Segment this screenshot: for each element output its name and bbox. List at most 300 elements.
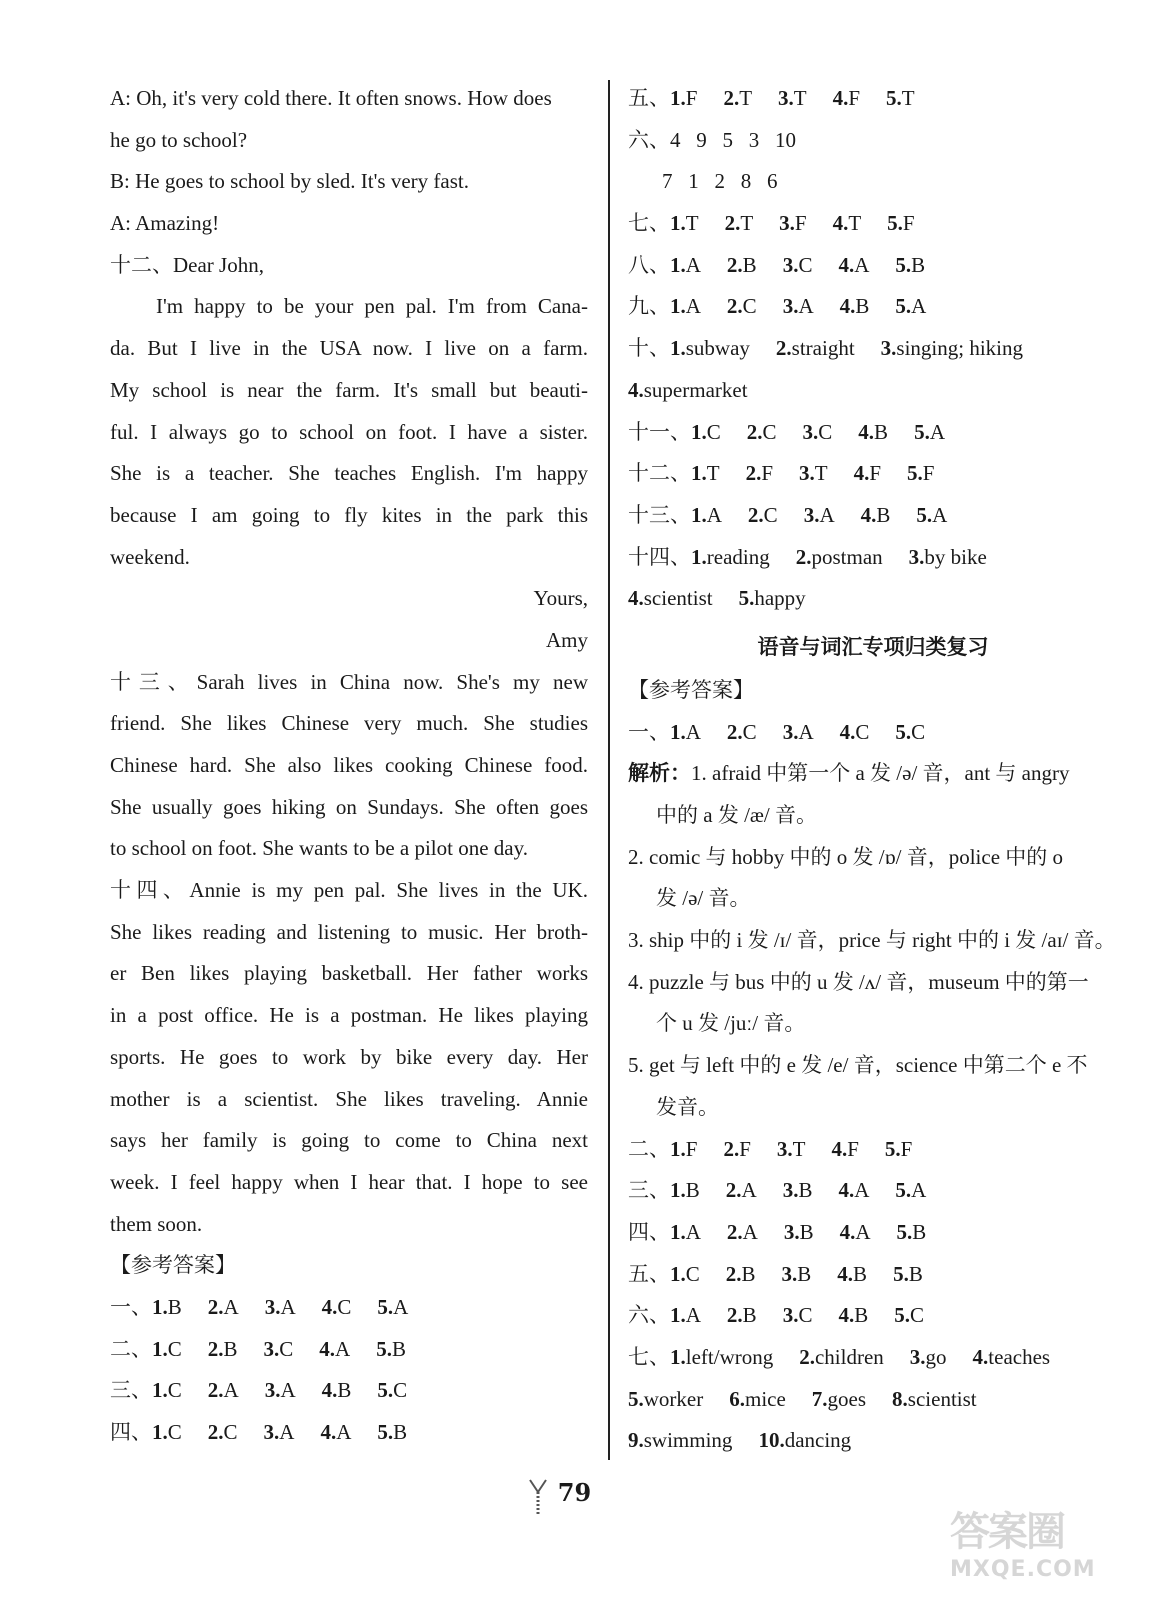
answer-item [670, 1337, 773, 1379]
answer-item-number: 2. [723, 1136, 740, 1161]
answer-item [322, 1370, 352, 1412]
answer-item-value: B [855, 294, 870, 319]
answer-item [892, 1379, 977, 1421]
answer-item-value: B [223, 1336, 238, 1361]
answer-item-value: B [874, 419, 889, 444]
paragraph-line: Chinese hard. She also likes cooking Chinese food. [110, 753, 588, 777]
answer-item-value: A [854, 1178, 870, 1203]
answer-item-number: 5. [914, 419, 930, 444]
answer-item [840, 712, 870, 754]
answer-item-number: 3. [779, 211, 795, 236]
answer-item [727, 286, 757, 328]
answer-item-number: 4. [860, 502, 877, 527]
answer-item-value: F [900, 1136, 913, 1161]
answer-item-number: 5. [628, 1386, 644, 1411]
paragraph-line: She likes reading and listening to music. Her broth- [110, 919, 588, 944]
answer-item-number: 1. [670, 1344, 686, 1369]
answer-item-number: 2. [207, 1420, 224, 1444]
answer-item-value: supermarket [643, 377, 748, 402]
analysis-text: 4. puzzle 与 bus 中的 u 发 /ʌ/ 音，museum 中的第一 [628, 969, 1089, 994]
answer-item-number: 2. [725, 1261, 742, 1286]
answer-item [265, 1287, 296, 1329]
answer-item-number: 3. [776, 1136, 793, 1161]
answer-item [784, 1212, 814, 1254]
answer-item [691, 495, 722, 537]
answer-row [628, 1295, 1118, 1337]
answer-row [628, 78, 1118, 120]
answer-item-value: dancing [784, 1428, 852, 1453]
answer-item [897, 1212, 927, 1254]
answer-item-value: mice [744, 1386, 786, 1411]
paragraph-line: 十四、Annie is my pen pal. She lives in the UK. [110, 878, 588, 903]
answer-item [796, 537, 883, 579]
analysis-text: 个 u 发 /juː/ 音。 [656, 1011, 806, 1036]
answer-item-number: 3. [264, 1294, 281, 1319]
answer-item-number: 1. [691, 502, 707, 527]
watermark-logo [950, 1500, 1120, 1590]
answer-item-value: B [337, 1378, 352, 1403]
answer-item-value: C [909, 1303, 924, 1328]
answer-item-value: C [855, 719, 870, 744]
answer-item-number: 1. [670, 86, 686, 110]
answer-item-value: C [337, 1294, 352, 1319]
answer-item-value: scientist [643, 586, 713, 611]
left-column [110, 78, 588, 1454]
answer-item [914, 412, 945, 454]
answer-item-number: 2. [725, 1178, 742, 1203]
answer-item-number: 4. [832, 86, 849, 110]
answer-item [670, 78, 697, 120]
answer-item-number: 4. [838, 1303, 855, 1328]
reference-answer-label-right: 【参考答案】 [628, 677, 754, 702]
answer-item-value: A [819, 502, 835, 527]
answer-section-number: 二、 [628, 1136, 670, 1161]
paragraph-line: to school on foot. She wants to be a pilot one day. [110, 836, 528, 861]
answer-item-number: 2. [726, 1219, 743, 1244]
answer-item-value: A [855, 1219, 871, 1244]
paragraph-line: She usually goes hiking on Sundays. She often goes [110, 794, 588, 819]
answer-item-value: swimming [643, 1428, 733, 1453]
answer-item-number: 3. [782, 294, 799, 319]
left-answer-list [110, 1287, 588, 1454]
answer-item [838, 1295, 868, 1337]
answer-item [670, 245, 701, 287]
answer-item [670, 286, 701, 328]
answer-item-number: 5. [886, 86, 902, 110]
answer-item-value: A [742, 1219, 758, 1244]
answer-item-number: 2. [745, 461, 762, 486]
answer-item-number: 2. [775, 336, 792, 361]
answer-item-value: A [685, 252, 701, 277]
answer-item [833, 203, 862, 245]
answer-item-number: 5. [738, 586, 755, 611]
answer-item-number: 4. [321, 1294, 338, 1319]
answer-item-value: C [167, 1336, 182, 1361]
answer-item [916, 495, 947, 537]
analysis-text: 3. ship 中的 i 发 /ɪ/ 音，price 与 right 中的 i 发 /aɪ/ 音。 [628, 928, 1116, 953]
answer-item-value: C [223, 1420, 238, 1444]
answer-item-number: 5. [377, 1378, 394, 1403]
paragraph-line: in a post office. He is a postman. He likes playing [110, 1003, 588, 1028]
answer-item [861, 495, 891, 537]
answer-item [628, 578, 713, 620]
answer-item [377, 1287, 408, 1329]
answer-item [909, 537, 987, 579]
answer-item-number: 5. [895, 252, 912, 277]
answer-item-value: A [706, 502, 722, 527]
answer-item-number: 5. [377, 1294, 394, 1319]
answer-item-number: 1. [670, 211, 686, 236]
answer-item [783, 712, 814, 754]
answer-item-value: C [706, 419, 721, 444]
paragraph-line: them soon. [110, 1211, 203, 1236]
answer-item-value: F [847, 1136, 859, 1161]
answer-item [377, 1412, 407, 1454]
answer-item [777, 1129, 806, 1171]
answer-item [628, 370, 748, 412]
answer-item-number: 1. [670, 719, 686, 744]
answer-section-number: 九、 [628, 294, 670, 319]
answer-item-number: 3. [782, 719, 799, 744]
answer-item-value: F [685, 86, 698, 110]
answer-item [152, 1412, 182, 1454]
answer-item [670, 1170, 700, 1212]
answer-item-value: A [223, 1294, 239, 1319]
answer-row [628, 1254, 1118, 1296]
answer-item-number: 3. [782, 1303, 799, 1328]
answer-item-number: 3. [908, 544, 925, 569]
answer-item-value: B [854, 1303, 869, 1328]
analysis-line [628, 1003, 1118, 1045]
answer-item-number: 2. [207, 1378, 224, 1403]
answer-item-value: B [797, 1261, 812, 1286]
answer-item-value: C [762, 419, 777, 444]
answer-item-number: 4. [832, 211, 849, 236]
answer-item-number: 3. [802, 419, 819, 444]
answer-item-number: 1. [670, 294, 686, 319]
answer-item [837, 1254, 867, 1296]
answer-item-number: 1. [670, 1219, 686, 1244]
paragraph-14 [110, 870, 588, 1245]
answer-item-value: B [167, 1294, 182, 1319]
answer-item [208, 1287, 239, 1329]
answer-item-number: 4. [321, 1378, 338, 1403]
answer-item-value: scientist [907, 1386, 977, 1411]
answer-item-number: 4. [319, 1336, 336, 1361]
answer-section-number: 八、 [628, 252, 670, 277]
answer-item-number: 1. [670, 1136, 686, 1161]
analysis-text: 发音。 [656, 1094, 719, 1119]
answer-item [887, 203, 914, 245]
letter-line: because I am going to fly kites in the park this [110, 502, 588, 527]
answer-item-number: 2. [746, 419, 763, 444]
answer-section-number: 十四、 [628, 544, 691, 569]
answer-item [831, 1129, 858, 1171]
answer-row [628, 286, 1118, 328]
answer-item [799, 453, 828, 495]
letter-signature: Amy [546, 627, 588, 652]
answer-section-number: 一、 [110, 1294, 152, 1319]
answer-item-value: C [818, 419, 833, 444]
answer-item-value: C [742, 719, 757, 744]
answer-item [907, 453, 934, 495]
answer-item-number: 3. [880, 336, 897, 361]
answer-item-value: T [814, 461, 828, 486]
answer-item [783, 245, 813, 287]
answer-list-tail [628, 1129, 1118, 1379]
answer-item-number: 4. [320, 1420, 337, 1444]
answer-item [779, 203, 806, 245]
watermark-top: 答案圈 [950, 1509, 1064, 1555]
answer-item-number: 5. [907, 461, 923, 486]
answer-item-value: teaches [988, 1344, 1051, 1369]
answer-item-value: T [848, 211, 862, 236]
analysis-line [628, 1045, 1118, 1087]
answer-item [670, 712, 701, 754]
answer-item-number: 1. [152, 1336, 168, 1361]
analysis-text: 1. afraid 中第一个 a 发 /ə/ 音，ant 与 angry [691, 761, 1070, 786]
answer-item-number: 5. [896, 1219, 913, 1244]
answer-section-number: 一、 [628, 719, 670, 744]
analysis-text: 中的 a 发 /æ/ 音。 [656, 803, 817, 827]
answer-row [628, 537, 1118, 579]
answer-item [376, 1329, 406, 1371]
answer-row [110, 1412, 588, 1454]
answer-item [725, 203, 754, 245]
answer-item [746, 453, 773, 495]
answer-item [858, 412, 888, 454]
answer-item-value: T [739, 86, 753, 110]
answer-item-number: 1. [152, 1378, 168, 1403]
letter-line: My school is near the farm. It's small but beauti- [110, 377, 588, 402]
answer-item [670, 1129, 697, 1171]
answer-item [886, 78, 915, 120]
answer-item-number: 3. [803, 502, 820, 527]
answer-item-value: F [761, 461, 774, 486]
answer-item [838, 1170, 869, 1212]
answer-item-value: C [763, 502, 778, 527]
answer-row [628, 495, 1118, 537]
answer-item-number: 1. [691, 544, 707, 569]
answer-row [628, 453, 1118, 495]
answer-item-value: C [798, 1303, 813, 1328]
answer-item-value: F [685, 1136, 698, 1161]
answer-item-number: 5. [887, 211, 903, 236]
letter-heading: 十二、Dear John, [110, 252, 264, 277]
analysis-block [628, 753, 1118, 1128]
letter-line: da. But I live in the USA now. I live on a farm. [110, 336, 588, 361]
answer-item [910, 1337, 947, 1379]
right-column [628, 78, 1118, 1462]
answer-item [670, 1212, 701, 1254]
answer-list-top [628, 78, 1118, 120]
answer-item-number: 1. [670, 1261, 686, 1286]
answer-item-number: 3. [799, 461, 815, 486]
answer-item-number: 5. [895, 294, 912, 319]
paragraph-line: mother is a scientist. She likes traveling. Annie [110, 1086, 588, 1111]
answer-item-value: by bike [924, 544, 987, 569]
answer-item-value: B [798, 1178, 813, 1203]
answer-item-value: B [391, 1336, 406, 1361]
answer-row [110, 1370, 588, 1412]
answer-item [778, 78, 807, 120]
answer-item-number: 1. [691, 461, 707, 486]
answer-item-value: worker [643, 1386, 704, 1411]
answer-item-value: F [902, 211, 915, 236]
answer-item [893, 1254, 923, 1296]
answer-row [628, 370, 1118, 412]
answer-row [628, 1337, 1118, 1379]
answer-item-value: A [798, 719, 814, 744]
answer-item [264, 1329, 294, 1371]
answer-item-value: A [685, 719, 701, 744]
answer-item-value: children [814, 1344, 884, 1369]
answer-item [838, 245, 869, 287]
answer-item [748, 495, 778, 537]
answer-item-value: postman [811, 544, 883, 569]
answer-row [628, 1170, 1118, 1212]
answer-item [895, 286, 926, 328]
answer-item-value: B [908, 1261, 923, 1286]
answer-item [208, 1370, 239, 1412]
answer-item [264, 1412, 295, 1454]
answer-item [803, 412, 833, 454]
answer-item-number: 3. [782, 252, 799, 277]
answer-item-value: C [911, 719, 926, 744]
answer-item [726, 1254, 756, 1296]
section-title: 语音与词汇专项归类复习 [757, 634, 989, 659]
answer-item-number: 4. [839, 719, 856, 744]
answer-item-value: A [336, 1420, 352, 1444]
answer-item [208, 1412, 238, 1454]
answer-item-number: 2. [726, 294, 743, 319]
answer-item [319, 1329, 350, 1371]
answer-row [628, 1212, 1118, 1254]
answer-item [152, 1329, 182, 1371]
reference-answer-label: 【参考答案】 [110, 1253, 236, 1278]
answer-item-value: A [932, 502, 948, 527]
answer-item-number: 5. [376, 1336, 392, 1361]
answer-row [628, 203, 1118, 245]
analysis-line [628, 878, 1118, 920]
answer-item [783, 286, 814, 328]
answer-section-number: 四、 [628, 1219, 670, 1244]
answer-item [782, 1254, 812, 1296]
analysis-line [628, 962, 1118, 1004]
answer-item-number: 4. [838, 252, 855, 277]
answer-item-value: T [792, 1136, 806, 1161]
answer-item-number: 4. [831, 1136, 848, 1161]
analysis-line [628, 753, 1118, 795]
answer-item [691, 537, 770, 579]
answer-item-number: 1. [670, 1178, 686, 1203]
letter-line: I'm happy to be your pen pal. I'm from Cana- [156, 294, 588, 319]
answer-item-value: F [739, 1136, 751, 1161]
answer-item [723, 1129, 750, 1171]
answer-item-value: A [279, 1420, 295, 1444]
answer-item-number: 2. [723, 86, 740, 110]
paragraph-line: week. I feel happy when I hear that. I hope to see [110, 1169, 588, 1194]
answer-item-value: A [798, 294, 814, 319]
letter-body [110, 286, 588, 578]
answer-item [727, 1212, 758, 1254]
dialog-line: A: Amazing! [110, 211, 220, 236]
answer-item [320, 1412, 351, 1454]
answer-item-number: 3. [263, 1420, 280, 1444]
analysis-line [628, 795, 1118, 837]
answer-list-mid [628, 203, 1118, 370]
answer-item [727, 245, 757, 287]
answer-row [628, 1420, 1118, 1462]
answer-section-number: 三、 [110, 1378, 152, 1403]
dialog-line: A: Oh, it's very cold there. It often snows. How does [110, 86, 552, 110]
paragraph-line: sports. He goes to work by bike every day. Her [110, 1044, 588, 1069]
answer-item [895, 1170, 926, 1212]
answer-item-value: A [685, 1303, 701, 1328]
answer-item-value: A [854, 252, 870, 277]
answer-section-number: 七、 [628, 211, 670, 236]
answer-item-value: C [393, 1378, 408, 1403]
answer-item [885, 1129, 912, 1171]
answer-item-value: B [911, 252, 926, 277]
answer-row-six-b: 7 1 2 8 6 [662, 169, 778, 194]
answer-item [322, 1287, 352, 1329]
answer-item [894, 1295, 924, 1337]
answer-row-seven-cont-a [628, 1379, 1118, 1421]
answer-item-value: T [901, 86, 915, 110]
answer-section-number: 十一、 [628, 419, 691, 444]
answer-section-number: 七、 [628, 1344, 670, 1369]
answer-item [670, 203, 699, 245]
answer-item-value: reading [706, 544, 770, 569]
answer-item-number: 5. [893, 1261, 909, 1286]
answer-section-number: 十二、 [628, 461, 691, 486]
answer-row [628, 712, 1118, 754]
answer-item [670, 1295, 701, 1337]
dialog-block [110, 78, 588, 245]
letter-line: ful. I always go to school on foot. I have a sister. [110, 419, 588, 444]
answer-item [783, 1295, 813, 1337]
answer-item-value: A [685, 294, 701, 319]
answer-item-number: 1. [152, 1420, 168, 1444]
answer-item-number: 4. [628, 586, 644, 611]
answer-section-number: 三、 [628, 1178, 670, 1203]
paragraph-line: friend. She likes Chinese very much. She studies [110, 711, 588, 736]
answer-item-number: 5. [895, 719, 912, 744]
answer-item-number: 4. [858, 419, 875, 444]
answer-item [691, 453, 720, 495]
answer-item [840, 1212, 871, 1254]
analysis-text: 发 /ə/ 音。 [656, 886, 751, 911]
answer-row-fourteen-cont [628, 578, 1118, 620]
answer-item [727, 1295, 757, 1337]
answer-item [840, 286, 870, 328]
answer-item-value: B [742, 252, 757, 277]
analysis-line [628, 837, 1118, 879]
answer-item-number: 2. [726, 1303, 743, 1328]
answer-item-number: 2. [747, 502, 764, 527]
analysis-text: 2. comic 与 hobby 中的 o 发 /ɒ/ 音，police 中的 o [628, 844, 1064, 869]
answer-item-number: 10. [758, 1428, 785, 1453]
answer-item-number: 2. [726, 252, 743, 277]
answer-item [895, 245, 925, 287]
answer-row-ten-cont [628, 370, 1118, 412]
answer-item [776, 328, 855, 370]
answer-item [670, 328, 750, 370]
answer-row [110, 1287, 588, 1329]
answer-item-value: go [925, 1344, 947, 1369]
column-divider [608, 80, 610, 1460]
